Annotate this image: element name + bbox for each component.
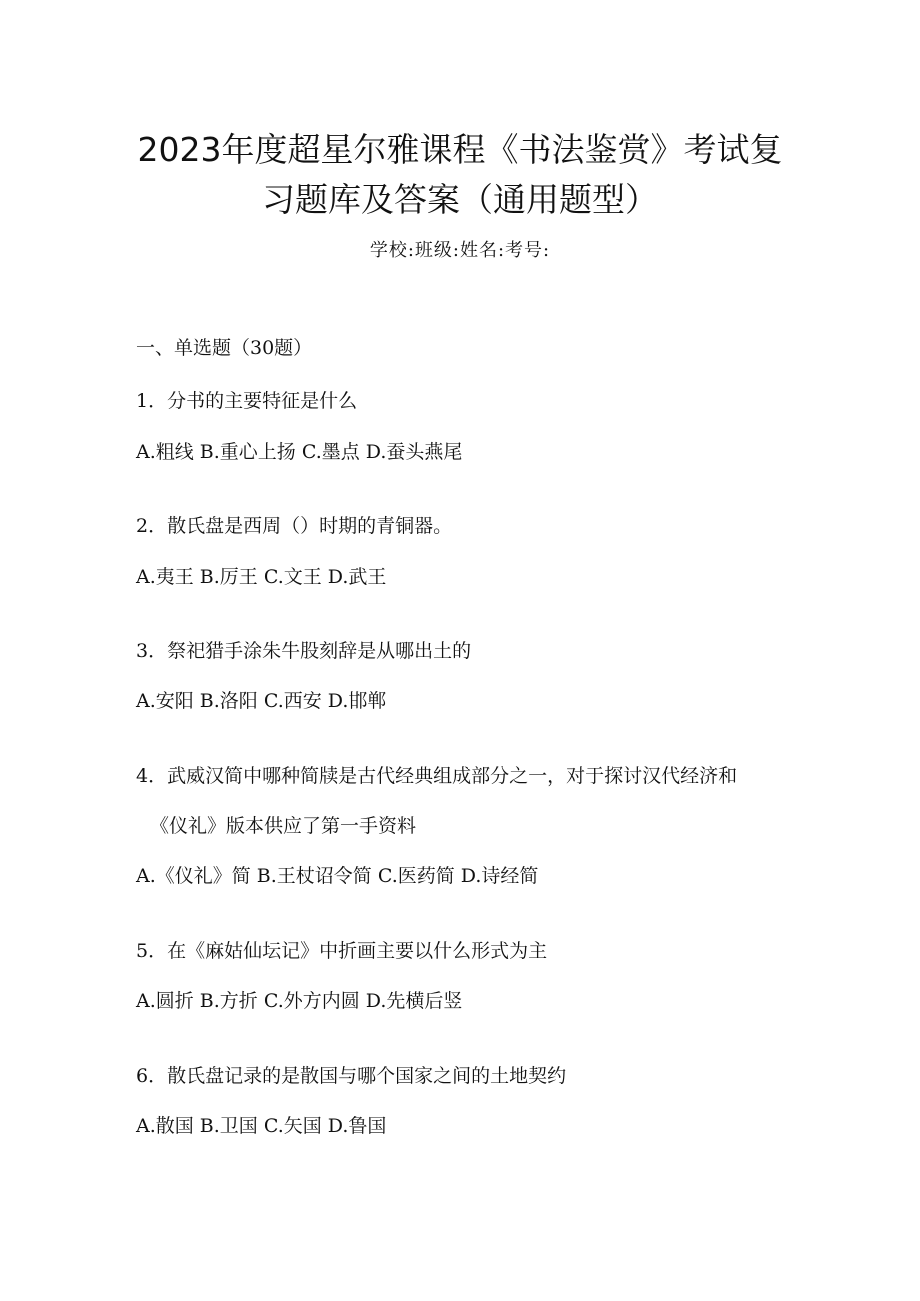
question-4-stem: 4．武威汉简中哪种简牍是古代经典组成部分之一，对于探讨汉代经济和 [136, 765, 738, 787]
question-5-stem: 5．在《麻姑仙坛记》中折画主要以什么形式为主 [136, 940, 548, 962]
section-heading: 一、单选题（30题） [136, 337, 313, 359]
document-title-line-2: 习题库及答案（通用题型） [262, 180, 658, 219]
question-3-options: A.安阳 B.洛阳 C.西安 D.邯郸 [136, 690, 387, 712]
student-info-line: 学校:班级:姓名:考号: [369, 240, 551, 261]
question-5-options: A.圆折 B.方折 C.外方内圆 D.先横后竖 [136, 990, 463, 1012]
question-2-stem: 2．散氏盘是西周（）时期的青铜器。 [136, 515, 453, 537]
question-1-stem: 1．分书的主要特征是什么 [136, 390, 358, 412]
question-4-stem-continued: 《仪礼》版本供应了第一手资料 [150, 815, 417, 837]
question-4-options: A.《仪礼》简 B.王杖诏令简 C.医药简 D.诗经简 [136, 865, 539, 887]
document-title-line-1: 2023年度超星尔雅课程《书法鉴赏》考试复 [137, 130, 783, 169]
question-3-stem: 3．祭祀猎手涂朱牛股刻辞是从哪出土的 [136, 640, 472, 662]
question-6-stem: 6．散氏盘记录的是散国与哪个国家之间的土地契约 [136, 1065, 567, 1087]
question-1-options: A.粗线 B.重心上扬 C.墨点 D.蚕头燕尾 [136, 441, 463, 463]
question-2-options: A.夷王 B.厉王 C.文王 D.武王 [136, 566, 387, 588]
question-6-options: A.散国 B.卫国 C.矢国 D.鲁国 [136, 1115, 387, 1137]
